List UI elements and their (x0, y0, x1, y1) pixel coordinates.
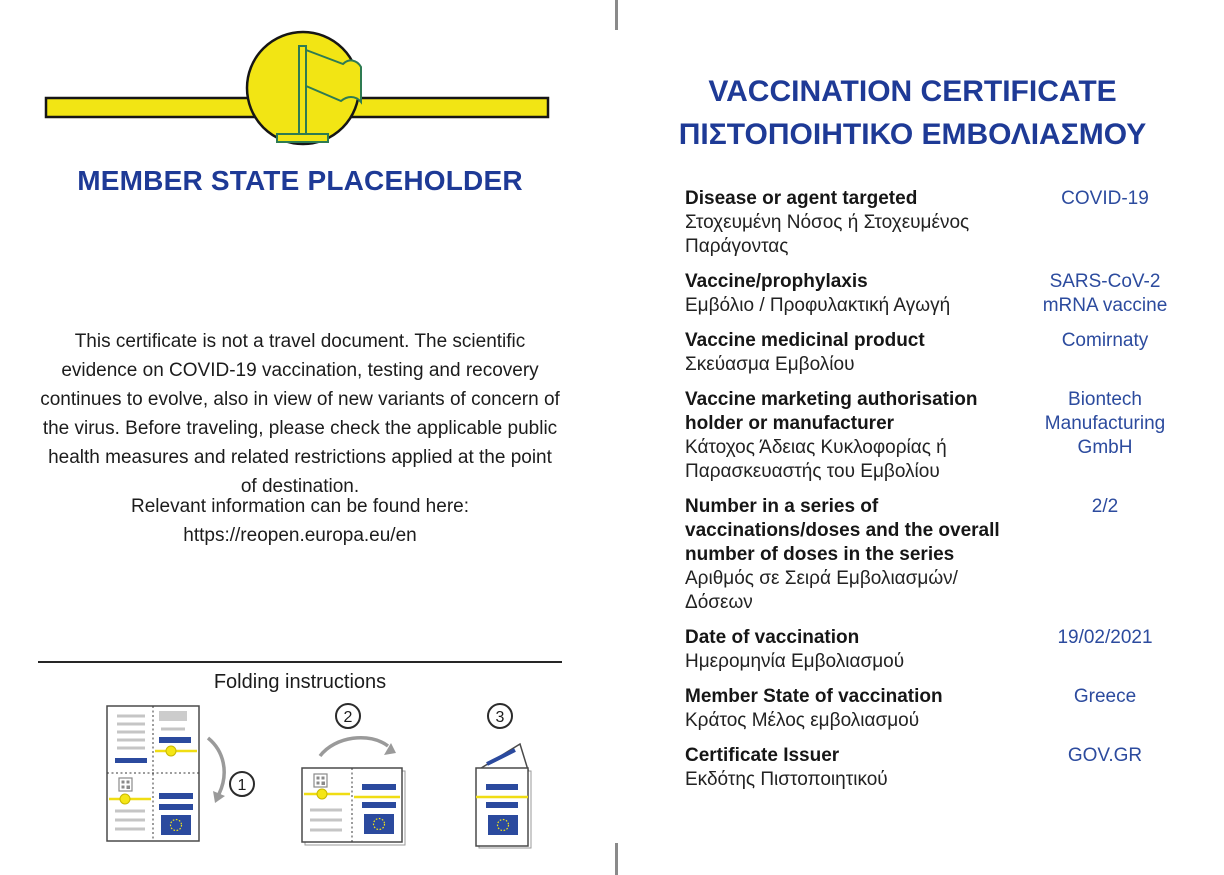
field-value: COVID-19 (1061, 188, 1149, 209)
field-row-member-state (685, 685, 1185, 733)
field-row-date (685, 626, 1185, 674)
certificate-title-en: VACCINATION CERTIFICATE (708, 75, 1117, 108)
info-line: Relevant information can be found here: (131, 496, 469, 517)
member-state-flag-emblem-icon (0, 14, 600, 164)
field-label-en: Certificate Issuer (685, 745, 840, 766)
folding-diagrams (95, 698, 545, 858)
certificate-fields (640, 187, 1185, 792)
field-value: 2/2 (1091, 496, 1119, 517)
field-label-en: Vaccine medicinal product (685, 330, 925, 351)
member-state-title: MEMBER STATE PLACEHOLDER (77, 165, 523, 196)
folding-instructions-title: Folding instructions (213, 671, 387, 693)
field-value: Biontech Manufacturing GmbH (1044, 389, 1166, 458)
field-row-product (685, 329, 1185, 377)
field-label-en: Member State of vaccination (685, 686, 943, 707)
field-row-issuer (685, 744, 1185, 792)
field-label-en: Vaccine/prophylaxis (685, 271, 868, 292)
field-value: 19/02/2021 (1057, 627, 1153, 648)
field-row-disease (685, 187, 1185, 259)
field-label-el: Ημερομηνία Εμβολιασμού (685, 651, 905, 672)
field-label-en: Vaccine marketing authorisation holder or manufacturer (685, 389, 978, 434)
folding-step-1-diagram (95, 698, 260, 858)
field-label-en: Number in a series of vaccinations/doses and the overall number of doses in the series (685, 496, 1000, 565)
fold-mark-top (615, 0, 618, 30)
field-row-manufacturer (685, 388, 1185, 484)
field-label-el: Στοχευμένη Νόσος ή Στοχευμένος Παράγοντας (685, 212, 970, 257)
info-url: https://reopen.europa.eu/en (183, 525, 417, 546)
field-row-dose-number (685, 495, 1185, 615)
field-row-prophylaxis (685, 270, 1185, 318)
certificate-title-block (640, 0, 1185, 156)
eu-flag-icon (364, 814, 394, 834)
right-page (640, 0, 1185, 875)
field-label-en: Disease or agent targeted (685, 188, 918, 209)
info-block (40, 492, 560, 550)
field-label-en: Date of vaccination (685, 627, 860, 648)
field-value: GOV.GR (1067, 745, 1143, 766)
step-number: 2 (343, 709, 353, 726)
field-label-el: Αριθμός σε Σειρά Εμβολιασμών/Δόσεων (685, 568, 958, 613)
field-label-el: Εκδότης Πιστοποιητικού (685, 769, 888, 790)
field-label-el: Σκεύασμα Εμβολίου (685, 354, 855, 375)
eu-flag-icon (161, 815, 191, 835)
step-number: 1 (237, 777, 247, 794)
step-number: 3 (495, 709, 505, 726)
field-value: Comirnaty (1061, 330, 1149, 351)
divider-line (38, 661, 562, 663)
eu-flag-icon (488, 815, 518, 835)
field-label-el: Κάτοχος Άδειας Κυκλοφορίας ή Παρασκευαστής του Εμβολίου (685, 437, 947, 482)
folding-step-2-diagram (290, 698, 420, 858)
field-label-el: Κράτος Μέλος εμβολιασμού (685, 710, 920, 731)
certificate-title-el: ΠΙΣΤΟΠΟΙΗΤΙΚΟ ΕΜΒΟΛΙΑΣΜΟΥ (678, 118, 1147, 151)
notice-text: This certificate is not a travel document. The scientific evidence on COVID-19 vaccination, testing and recovery continues to evolve, also in view of new variants of concern of the virus. Before traveling, please check the applicable public health measures and related restrictions applied at the point of destination. (40, 331, 560, 497)
field-value: SARS-CoV-2 mRNA vaccine (1042, 271, 1168, 316)
field-value: Greece (1073, 686, 1137, 707)
fold-mark-bottom (615, 843, 618, 875)
field-label-el: Εμβόλιο / Προφυλακτική Αγωγή (685, 295, 951, 316)
left-page (0, 0, 600, 875)
folding-step-3-diagram (450, 698, 545, 858)
